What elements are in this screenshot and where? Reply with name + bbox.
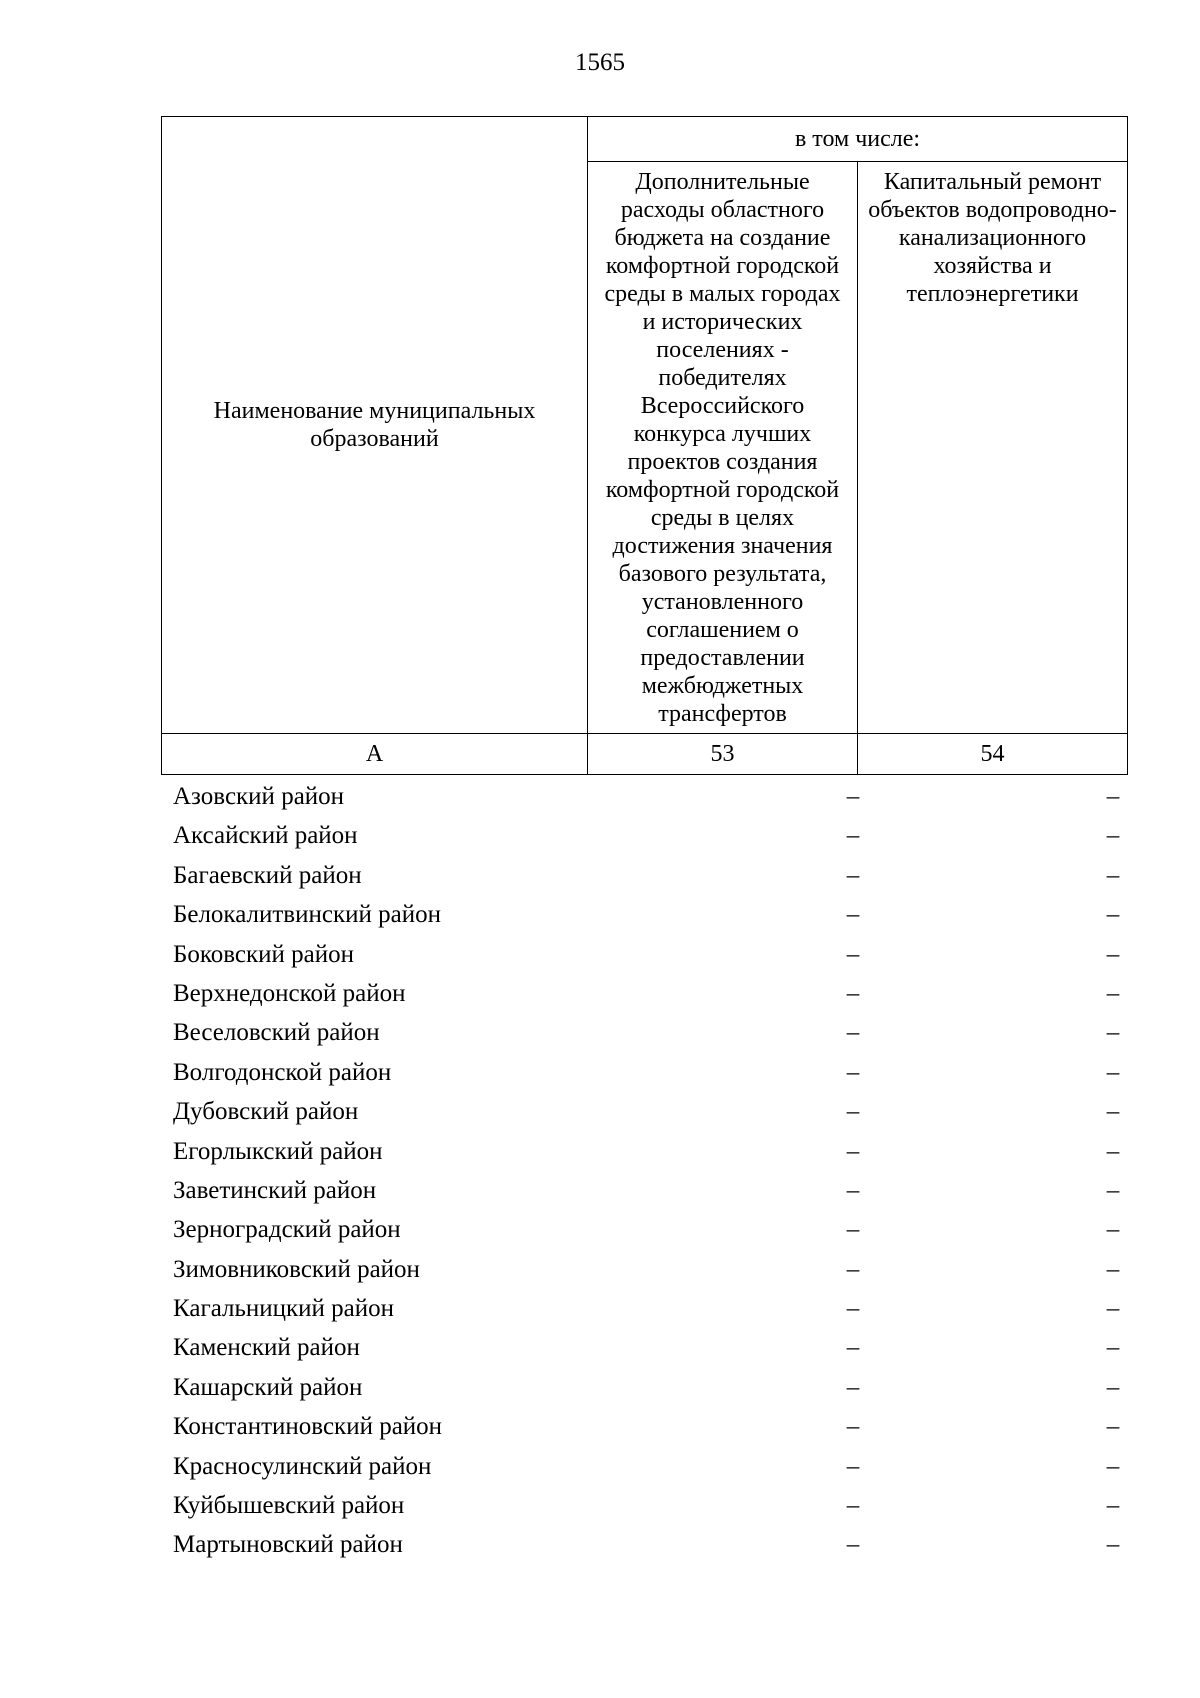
value-col-53: – bbox=[846, 1137, 860, 1165]
column-index-53: 53 bbox=[588, 734, 858, 775]
value-col-54: – bbox=[1106, 1058, 1120, 1086]
value-col-53: – bbox=[846, 1452, 860, 1480]
table-row bbox=[161, 1328, 1127, 1367]
district-name: Заветинский район bbox=[173, 1176, 377, 1204]
table-row bbox=[161, 1368, 1127, 1407]
value-col-54: – bbox=[1106, 1452, 1120, 1480]
table-row bbox=[161, 1486, 1127, 1525]
table-header bbox=[161, 116, 1128, 775]
district-name: Белокалитвинский район bbox=[173, 901, 441, 929]
value-col-53: – bbox=[846, 1334, 860, 1362]
name-column-header bbox=[162, 117, 588, 734]
value-col-53: – bbox=[846, 783, 860, 810]
value-col-53: – bbox=[846, 940, 860, 968]
value-col-54: – bbox=[1106, 1019, 1120, 1047]
district-name: Красносулинский район bbox=[173, 1452, 432, 1480]
value-col-54: – bbox=[1106, 861, 1120, 889]
column-index-a: А bbox=[162, 734, 588, 775]
value-col-54: – bbox=[1106, 822, 1120, 850]
table-row bbox=[161, 1289, 1127, 1328]
district-name: Азовский район bbox=[173, 783, 345, 810]
value-col-54: – bbox=[1106, 979, 1120, 1007]
table-row bbox=[161, 1132, 1127, 1171]
value-col-54: – bbox=[1106, 1295, 1120, 1323]
value-col-54: – bbox=[1106, 1137, 1120, 1165]
table-row bbox=[161, 895, 1127, 934]
value-col-53: – bbox=[846, 1019, 860, 1047]
district-name: Куйбышевский район bbox=[173, 1492, 405, 1520]
value-col-53: – bbox=[846, 861, 860, 889]
district-name: Каменский район bbox=[173, 1334, 360, 1362]
value-col-54: – bbox=[1106, 1176, 1120, 1204]
value-col-54: – bbox=[1106, 1334, 1120, 1362]
table-row bbox=[161, 856, 1127, 895]
column-54-header bbox=[858, 162, 1128, 734]
column-index-54: 54 bbox=[858, 734, 1128, 775]
value-col-54: – bbox=[1106, 1255, 1120, 1283]
value-col-53: – bbox=[846, 1255, 860, 1283]
value-col-53: – bbox=[846, 979, 860, 1007]
table-row bbox=[161, 1053, 1127, 1092]
table-row bbox=[161, 1525, 1127, 1564]
district-name: Кашарский район bbox=[173, 1373, 363, 1401]
district-name: Зимовниковский район bbox=[173, 1255, 420, 1283]
district-name: Багаевский район bbox=[173, 861, 362, 889]
value-col-54: – bbox=[1106, 783, 1120, 810]
column-54-title: Капитальный ремонт объектов водопроводно-канализационного хозяйства и теплоэнергетики bbox=[868, 169, 1117, 307]
value-col-54: – bbox=[1106, 1413, 1120, 1441]
district-name: Кагальницкий район bbox=[173, 1295, 395, 1323]
district-name: Верхнедонской район bbox=[173, 979, 406, 1007]
table-row bbox=[161, 1250, 1127, 1289]
district-name: Веселовский район bbox=[173, 1019, 380, 1047]
table-row bbox=[161, 1013, 1127, 1052]
value-col-53: – bbox=[846, 1176, 860, 1204]
district-name: Зерноградский район bbox=[173, 1216, 401, 1244]
value-col-53: – bbox=[846, 1058, 860, 1086]
table-row bbox=[161, 816, 1127, 855]
value-col-54: – bbox=[1106, 1216, 1120, 1244]
value-col-53: – bbox=[846, 822, 860, 850]
table-row bbox=[161, 1092, 1127, 1131]
district-name: Дубовский район bbox=[173, 1098, 359, 1126]
value-col-54: – bbox=[1106, 1373, 1120, 1401]
table-row bbox=[161, 777, 1127, 816]
value-col-54: – bbox=[1106, 940, 1120, 968]
value-col-53: – bbox=[846, 1492, 860, 1520]
table-row bbox=[161, 1210, 1127, 1249]
value-col-53: – bbox=[846, 1531, 860, 1559]
value-col-53: – bbox=[846, 1216, 860, 1244]
table-row bbox=[161, 1407, 1127, 1446]
column-53-header bbox=[588, 162, 858, 734]
value-col-54: – bbox=[1106, 1492, 1120, 1520]
district-name: Волгодонской район bbox=[173, 1058, 392, 1086]
district-name: Егорлыкский район bbox=[173, 1137, 383, 1165]
district-name: Боковский район bbox=[173, 940, 354, 968]
page-number: 1565 bbox=[575, 49, 625, 76]
district-name: Константиновский район bbox=[173, 1413, 443, 1441]
column-53-title: Дополнительные расходы областного бюджета на создание комфортной городской среды в малых городах и исторических поселениях - победителях Всероссийского конкурса лучших проектов создания комфортной городской среды в целях достижения значения базового результата, установленного соглашением о предоставлении межбюджетных трансфертов bbox=[604, 169, 841, 727]
group-header: в том числе: bbox=[588, 117, 1128, 162]
value-col-53: – bbox=[846, 1373, 860, 1401]
table-row bbox=[161, 974, 1127, 1013]
name-column-title: Наименование муниципальных образований bbox=[213, 398, 536, 452]
table-body bbox=[161, 777, 1127, 1565]
value-col-53: – bbox=[846, 1098, 860, 1126]
value-col-53: – bbox=[846, 901, 860, 929]
district-name: Мартыновский район bbox=[173, 1531, 403, 1559]
table-row bbox=[161, 935, 1127, 974]
table-row bbox=[161, 1447, 1127, 1486]
table-row bbox=[161, 1171, 1127, 1210]
value-col-54: – bbox=[1106, 1098, 1120, 1126]
value-col-53: – bbox=[846, 1413, 860, 1441]
value-col-53: – bbox=[846, 1295, 860, 1323]
value-col-54: – bbox=[1106, 901, 1120, 929]
district-name: Аксайский район bbox=[173, 822, 358, 850]
value-col-54: – bbox=[1106, 1531, 1120, 1559]
